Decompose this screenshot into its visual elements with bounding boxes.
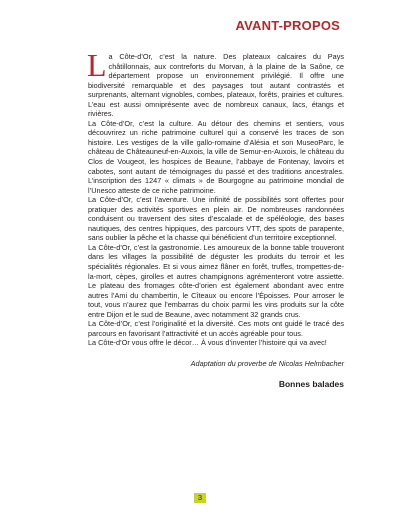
paragraph-closing: La Côte-d’Or vous offre le décor… À vous d’inventer l’histoire qui va avec! [88, 338, 327, 348]
paragraph-text: a Côte-d’Or, c’est la nature. Des plateaux calcaires du Pays châtillonnais, aux contreforts du Morvan, à la plaine de la Saône, ce département propose un environnement privilégié. Il offre une biodiversité remarquable et des paysages tout autant contrastés et surprenants, alternant vignobles, combes, plateaux, forêts, prairies et cultures. L’eau est aussi omniprésente avec de nombreux canaux, lacs, étangs et rivières. [88, 52, 344, 119]
drop-cap: L [87, 47, 107, 83]
closing-heading: Bonnes balades [278, 378, 344, 389]
paragraph-culture: La Côte-d’Or, c’est la culture. Au détour des chemins et sentiers, vous découvrirez un riche patrimoine culturel qui a conservé les traces de son histoire. Les vestiges de la ville gallo-romaine d’Alésia et son MuseoParc, le château de Châteauneuf-en-Auxois, la ville de Semur-en-Auxois, le château du Clos de Vougeot, les hospices de Beaune, l’abbaye de Fontenay, lavoirs et cabotes, sont autant de témoignages du passé et des traditions ancestrales. L’inscription des 1247 « climats » de Bourgogne au patrimoine mondial de l’Unesco atteste de ce riche patrimoine. [88, 118, 344, 195]
paragraph-nature [87, 47, 344, 119]
page-title: AVANT-PROPOS [235, 18, 340, 33]
paragraph-gastronomy: La Côte-d’Or, c’est la gastronomie. Les amoureux de la bonne table trouveront dans les villages la possibilité de déguster les produits du terroir et les spécialités régionales. Et si vous aimez flâner en forêt, truffes, trompettes-de-la-mort, cèpes, girolles et autres champignons agrémenteront votre assiette. Le plateau des fromages côte-d’orien est également abondant avec entre autres l’Ami du chambertin, le Cîteaux ou encore l’Époisses. Pour arroser le tout, vous n’aurez que l’embarras du choix parmi les vins produits sur la côte entre Dijon et le sud de Beaune, avec notamment 32 grands crus. [88, 242, 344, 319]
foreword-body [87, 47, 344, 389]
paragraph-diversity: La Côte-d’Or, c’est l’originalité et la diversité. Ces mots ont guidé le tracé des parcours en favorisant l’attractivité et un accès agréable pour tous. [88, 319, 344, 338]
paragraph-adventure: La Côte-d’Or, c’est l’aventure. Une infinité de possibilités sont offertes pour pratiquer des activités sportives en plein air. De nombreuses randonnées conduisent ou traversent des sites d’escalade et de spéléologie, des bases nautiques, des centres hippiques, des parcours VTT, des spots de parapente, sans oublier la pêche et la chasse qui bénéficient d’un territoire exceptionnel. [88, 195, 344, 243]
attribution: Adaptation du proverbe de Nicolas Helmbacher [190, 358, 344, 368]
page-number: 3 [194, 493, 206, 503]
